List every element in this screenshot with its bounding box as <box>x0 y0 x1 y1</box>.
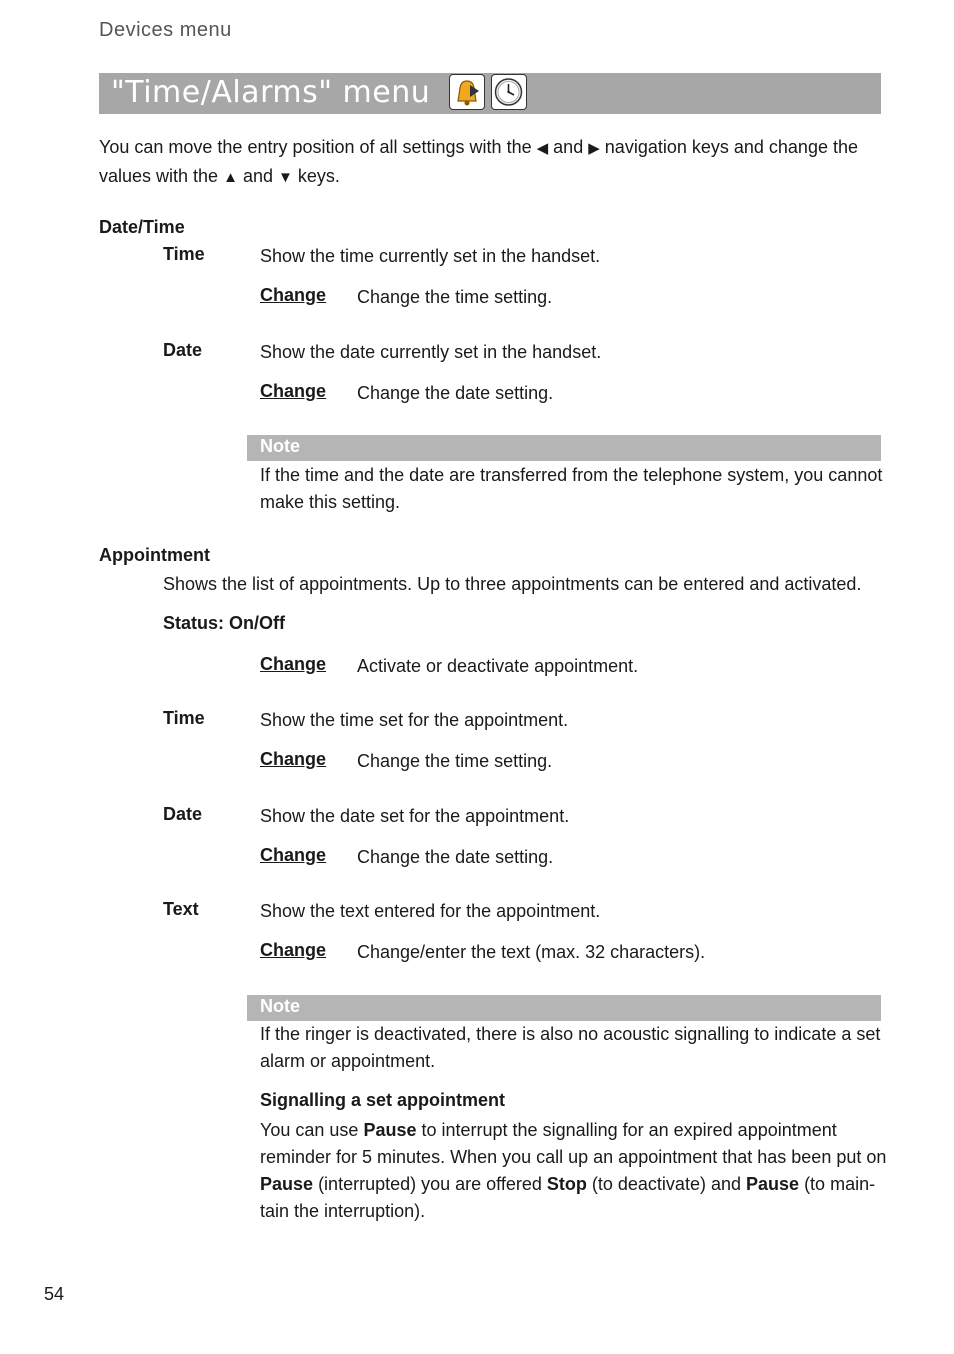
note-2-line-2: alarm or appointment. <box>260 1051 436 1071</box>
datetime-heading: Date/Time <box>99 217 185 237</box>
note-1-line-1: If the time and the date are transferred from the telephone system, you cannot <box>260 465 883 485</box>
intro-and-1: and <box>553 137 584 157</box>
datetime-time-change-desc: Change the time setting. <box>357 287 553 307</box>
appointment-text-label: Text <box>163 899 199 919</box>
note-body-1 <box>260 462 885 516</box>
pause-keyword-3: Pause <box>746 1174 800 1194</box>
intro-text-1: You can move the entry position of all settings with the <box>99 137 532 157</box>
datetime-time-desc: Show the time currently set in the handset. <box>260 246 601 266</box>
appointment-date-desc: Show the date set for the appointment. <box>260 806 570 826</box>
appointment-time-desc: Show the time set for the appointment. <box>260 710 569 730</box>
intro-text-3: values with the <box>99 166 219 186</box>
datetime-date-change-desc: Change the date setting. <box>357 383 554 403</box>
down-arrow-icon: ▼ <box>278 169 293 186</box>
appointment-status-change-desc: Activate or deactivate appointment. <box>357 656 639 676</box>
appointment-status-change-button[interactable]: Change <box>260 654 327 674</box>
signalling-text-2: reminder for 5 minutes. When you call up an appointment that has been put on <box>260 1147 887 1167</box>
signalling-text-3c: (to main- <box>804 1174 876 1194</box>
appointment-date-change-button[interactable]: Change <box>260 845 327 865</box>
page-number: 54 <box>44 1284 65 1304</box>
appointment-text-change-button[interactable]: Change <box>260 940 327 960</box>
appointment-status-label: Status: On/Off <box>163 613 285 633</box>
signalling-paragraph <box>260 1117 885 1225</box>
note-2-line-1: If the ringer is deactivated, there is also no acoustic signalling to indicate a set <box>260 1024 881 1044</box>
signalling-text-3b: (to deactivate) and <box>591 1174 741 1194</box>
pause-keyword-2: Pause <box>260 1174 314 1194</box>
appointment-time-change-button[interactable]: Change <box>260 749 327 769</box>
note-title-2: Note <box>260 996 300 1016</box>
section-header: Devices menu <box>99 19 232 41</box>
intro-text-4: keys. <box>297 166 340 186</box>
signalling-text-1a: You can use <box>260 1120 359 1140</box>
pause-keyword-1: Pause <box>363 1120 417 1140</box>
note-1-line-2: make this setting. <box>260 492 401 512</box>
intro-text-2: navigation keys and change the <box>604 137 858 157</box>
signalling-heading: Signalling a set appointment <box>260 1090 506 1110</box>
up-arrow-icon: ▲ <box>223 169 238 186</box>
appointment-text-change-desc: Change/enter the text (max. 32 characters). <box>357 942 706 962</box>
clock-icon <box>491 74 527 110</box>
menu-title-bar <box>99 73 881 114</box>
appointment-text-desc: Show the text entered for the appointment. <box>260 901 601 921</box>
note-bar-1 <box>247 435 881 461</box>
intro-and-2: and <box>242 166 274 186</box>
signalling-text-3a: (interrupted) you are offered <box>318 1174 542 1194</box>
left-arrow-icon: ◀ <box>536 140 549 157</box>
signalling-text-4: tain the interruption). <box>260 1201 426 1221</box>
appointment-desc: Shows the list of appointments. Up to three appointments can be entered and activated. <box>163 574 862 594</box>
signalling-text-1b: to interrupt the signalling for an expired appointment <box>421 1120 837 1140</box>
appointment-date-label: Date <box>163 804 203 824</box>
datetime-time-change-button[interactable]: Change <box>260 285 327 305</box>
right-arrow-icon: ▶ <box>588 140 600 157</box>
datetime-date-change-button[interactable]: Change <box>260 381 327 401</box>
appointment-time-label: Time <box>163 708 205 728</box>
note-title-1: Note <box>260 436 300 456</box>
datetime-date-desc: Show the date currently set in the handset. <box>260 342 602 362</box>
datetime-time-label: Time <box>163 244 205 264</box>
stop-keyword: Stop <box>546 1174 587 1194</box>
page-title: "Time/Alarms" menu <box>111 75 431 110</box>
datetime-date-label: Date <box>163 340 203 360</box>
note-body-2 <box>260 1021 885 1075</box>
bell-icon <box>449 74 485 110</box>
appointment-time-change-desc: Change the time setting. <box>357 751 553 771</box>
intro-paragraph <box>99 134 889 191</box>
appointment-date-change-desc: Change the date setting. <box>357 847 554 867</box>
note-bar-2 <box>247 995 881 1021</box>
appointment-heading: Appointment <box>99 545 210 565</box>
